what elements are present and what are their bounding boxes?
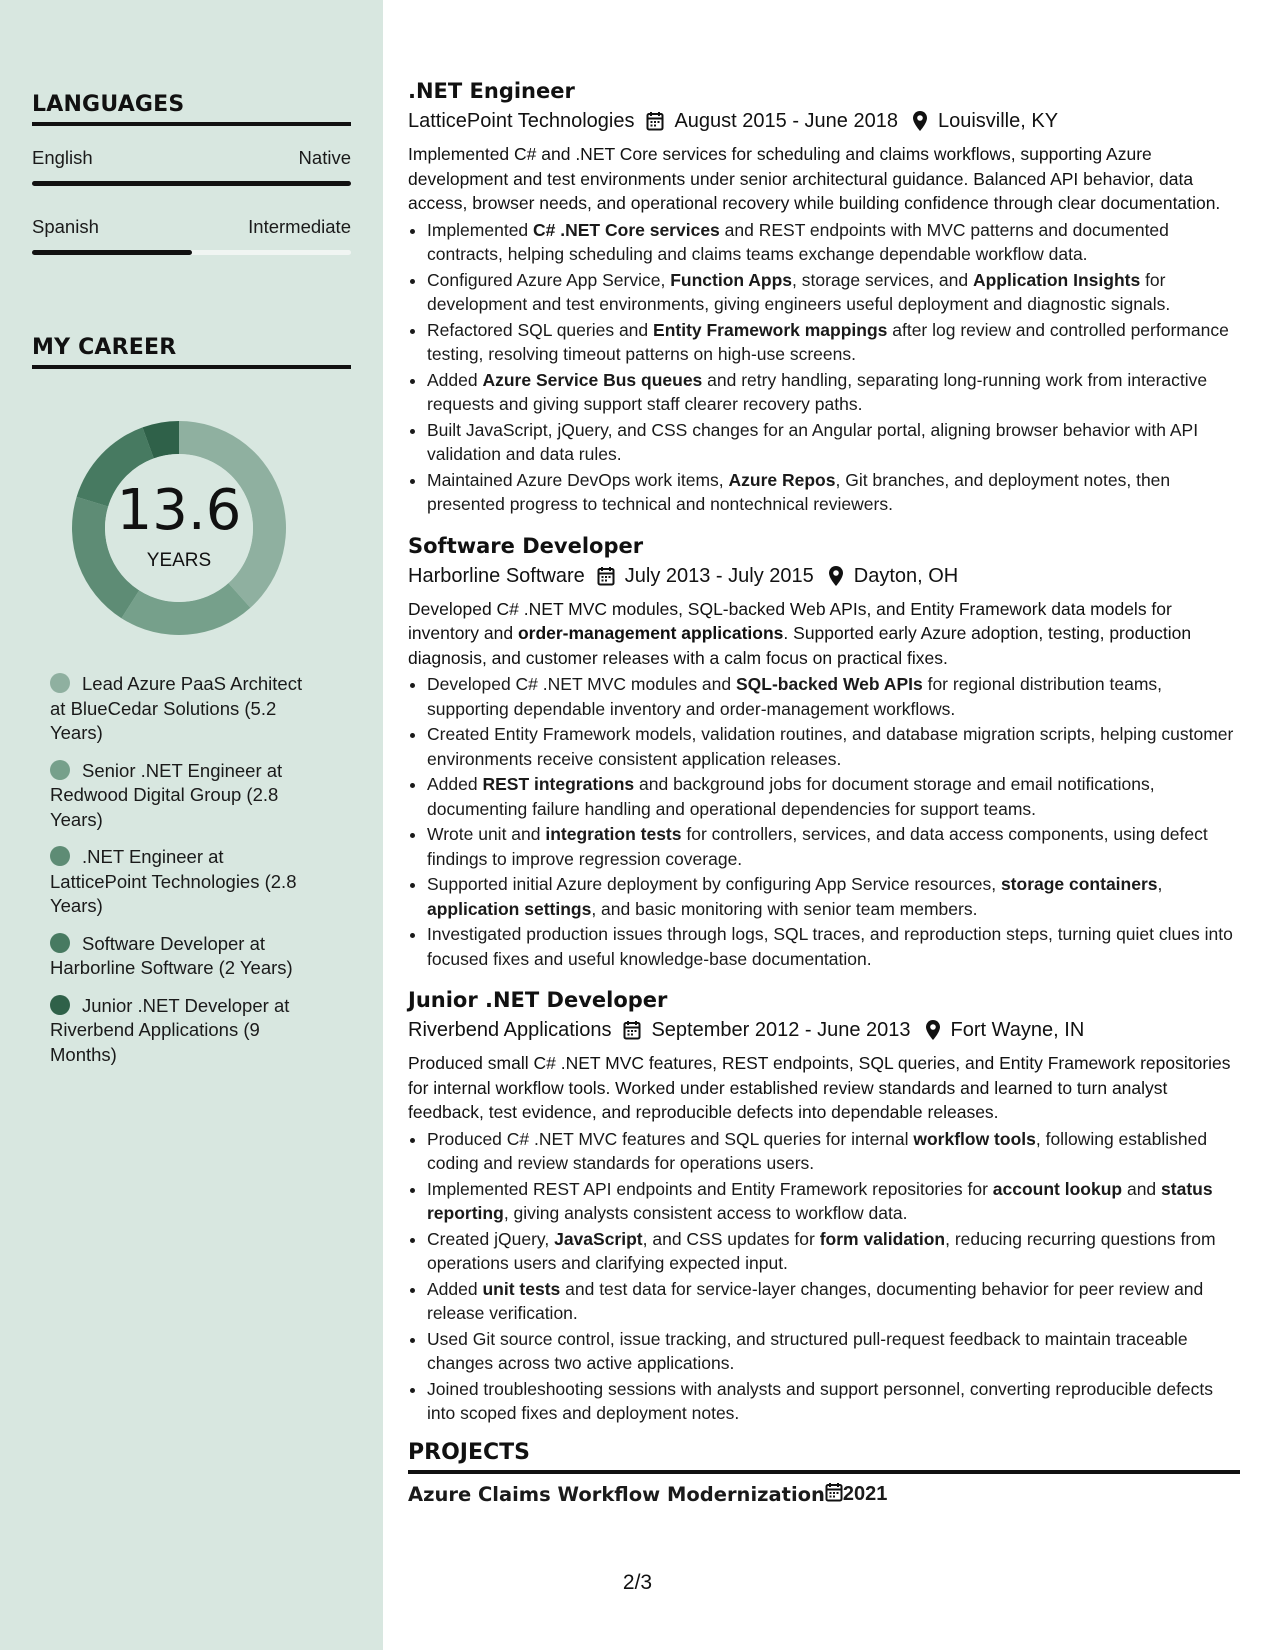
bullet-item [427,1177,1240,1226]
bold-text: account lookup [992,1178,1123,1199]
bullet-item [427,1327,1240,1376]
company-name: Harborline Software [408,564,585,587]
bold-text: order-management applications [517,623,784,643]
bold-text: application settings [427,898,592,919]
calendar-icon [646,111,664,131]
text-run: Implemented [427,219,534,240]
career-legend-item [50,672,320,746]
text-run: after log review and controlled performance testing, resolving timeout patterns on high-use screens. [427,319,1229,364]
calendar-icon [825,1482,843,1507]
job-location: Fort Wayne, IN [950,1019,1085,1041]
map-pin-icon [912,110,928,132]
text-run: , reducing recurring questions from operations users and clarifying expected input. [427,1228,1216,1273]
text-run: Developed C# .NET MVC modules, SQL-backed Web APIs, and Entity Framework data models for inventory and [408,598,1172,643]
job-location: Louisville, KY [937,110,1059,132]
legend-dot [50,933,70,953]
bullet-item [427,922,1240,971]
text-run: Refactored SQL queries and [427,319,654,340]
career-section [32,335,351,369]
language-row [32,216,351,238]
language-name: English [32,147,93,168]
bold-text: integration tests [545,824,682,844]
career-label: .NET Engineer at LatticePoint Technologies (2.8 Years) [50,846,297,916]
text-run: Configured Azure App Service, [427,269,671,290]
job-dates: September 2012 - June 2013 [651,1019,911,1041]
sidebar [0,0,383,1650]
text-run: , giving analysts consistent access to workflow data. [503,1203,908,1223]
text-run: Added [427,774,483,794]
bullet-item [427,1227,1240,1276]
text-run: and [1122,1178,1162,1199]
career-legend-item [50,994,320,1068]
language-level: Intermediate [248,216,351,237]
bullet-item [427,722,1240,771]
page-number: 2/3 [622,1571,653,1594]
text-run: Implemented REST API endpoints and Entity Framework repositories for [427,1178,993,1199]
bold-text: Application Insights [972,269,1141,290]
job-meta [408,561,1240,591]
project-name: Azure Claims Workflow Modernization [408,1482,825,1506]
text-run: Wrote unit and [427,824,546,844]
career-legend [50,672,320,1080]
bullet-item [427,468,1240,517]
career-label: Junior .NET Developer at Riverbend Applications (9 Months) [50,994,290,1065]
language-bar-fill [32,181,351,186]
bold-text: status reporting [427,1178,1213,1223]
bold-text: Azure Service Bus queues [482,369,703,390]
bold-text: REST integrations [482,774,635,794]
languages-heading: LANGUAGES [32,92,351,126]
job-dates: August 2015 - June 2018 [674,110,898,132]
bullet-item [427,368,1240,417]
text-run: Built JavaScript, jQuery, and CSS changes for an Angular portal, aligning browser behavior with API validation and data rules. [427,419,1199,464]
text-run: Investigated production issues through logs, SQL traces, and reproduction steps, turning quiet clues into focused fixes and useful knowledge-base documentation. [427,924,1233,969]
bold-text: JavaScript [554,1228,643,1249]
company-name: Riverbend Applications [408,1019,612,1041]
job-entry [408,531,1240,972]
legend-dot [50,846,70,866]
career-legend-item [50,932,320,981]
text-run: for regional distribution teams, supporting dependable inventory and order-management workflows. [427,674,1163,719]
project-year: 2021 [842,1482,888,1505]
job-bullets [408,218,1240,517]
job-summary: Implemented C# and .NET Core services for scheduling and claims workflows, supporting Azure development and test environments under senior architectural guidance. Balanced API behavior, data access, browser needs, and operational recovery while building confidence through clear documentation. [408,144,1221,213]
language-bar-fill [32,250,192,255]
experience-section [408,76,1240,1507]
legend-dot [50,673,70,693]
text-run: , and basic monitoring with senior team members. [591,898,978,919]
text-run: for development and test environments, giving engineers useful deployment and diagnostic signals. [427,269,1171,314]
job-entry [408,985,1240,1426]
language-bar [32,250,351,255]
bold-text: Azure Repos [728,469,836,490]
text-run: , storage services, and [792,269,973,290]
text-run: , and CSS updates for [642,1228,820,1249]
text-run: and background jobs for document storage and email notifications, documenting failure handling and operational dependencies for support teams. [427,774,1155,819]
bullet-item [427,218,1240,267]
text-run: Maintained Azure DevOps work items, [427,469,729,490]
bullet-item [427,1277,1240,1326]
bold-text: form validation [819,1228,946,1249]
text-run: Created jQuery, [427,1228,555,1249]
language-row [32,147,351,169]
bullet-item [427,318,1240,367]
job-entry [408,76,1240,517]
career-donut [64,413,294,643]
text-run: for controllers, services, and data access components, using defect findings to improve regression coverage. [427,824,1208,869]
bullet-item [427,418,1240,467]
map-pin-icon [828,565,844,587]
text-run: and retry handling, separating long-running work from interactive requests and giving support staff clearer recovery paths. [427,369,1208,414]
text-run: Produced C# .NET MVC features and SQL queries for internal [427,1128,914,1149]
bullet-item [427,1377,1240,1426]
text-run: Joined troubleshooting sessions with analysts and support personnel, converting reproducible defects into scoped fixes and deployment notes. [427,1378,1214,1423]
bold-text: SQL-backed Web APIs [736,674,923,694]
text-run: Supported initial Azure deployment by configuring App Service resources, [427,874,1001,894]
legend-dot [50,995,70,1015]
career-total: 13.6 [116,478,242,543]
job-bullets [408,1127,1240,1426]
text-run: , [1157,874,1163,894]
text-run: and test data for service-layer changes, documenting behavior for peer review and release verification. [427,1278,1204,1323]
career-legend-item [50,845,320,919]
text-run: Created Entity Framework models, validation routines, and database migration scripts, helping customer environments receive consistent application releases. [427,724,1234,769]
job-bullets [408,672,1240,971]
text-run: and REST endpoints with MVC patterns and documented contracts, helping scheduling and claims teams exchange dependable workflow data. [427,219,1169,264]
job-meta [408,1015,1240,1045]
text-run: , following established coding and review standards for operations users. [427,1128,1208,1173]
bold-text: Function Apps [670,269,793,290]
career-label: Software Developer at Harborline Software (2 Years) [50,932,293,978]
project-entry [408,1482,1240,1507]
languages-section [32,92,351,255]
legend-dot [50,760,70,780]
bullet-item [427,672,1240,721]
text-run: Added [427,369,483,390]
bullet-item [427,872,1240,921]
text-run: . Supported early Azure adoption, testing, production diagnosis, and customer releases with a calm focus on practical fixes. [408,623,1192,668]
language-level: Native [298,147,351,168]
career-legend-item [50,759,320,833]
language-bar [32,181,351,186]
language-list [32,147,351,255]
bold-text: storage containers [1000,874,1158,894]
career-heading: MY CAREER [32,335,351,369]
map-pin-icon [925,1019,941,1041]
bold-text: unit tests [482,1278,561,1299]
bullet-item [427,822,1240,871]
job-location: Dayton, OH [853,564,959,587]
language-name: Spanish [32,216,99,237]
job-summary [408,597,1240,671]
text-run: Added [427,1278,483,1299]
bullet-item [427,772,1240,821]
bullet-item [427,268,1240,317]
bullet-item [427,1127,1240,1176]
calendar-icon [597,566,615,586]
calendar-icon [623,1020,641,1040]
job-summary: Produced small C# .NET MVC features, REST endpoints, SQL queries, and Entity Framework repositories for internal workflow tools. Worked under established review standards and learned to turn analyst feedback, test evidence, and reproducible defects into dependable releases. [408,1053,1231,1122]
job-title: .NET Engineer [408,79,575,103]
company-name: LatticePoint Technologies [408,110,635,132]
bold-text: C# .NET Core services [533,219,720,240]
text-run: , Git branches, and deployment notes, then presented progress to technical and nontechnical reviewers. [427,469,1171,514]
bold-text: Entity Framework mappings [653,319,888,340]
text-run: Used Git source control, issue tracking, and structured pull-request feedback to maintain traceable changes across two active applications. [427,1328,1188,1373]
career-total-unit: YEARS [146,550,212,571]
bold-text: workflow tools [913,1128,1036,1149]
career-label: Lead Azure PaaS Architect at BlueCedar Solutions (5.2 Years) [50,673,303,743]
job-meta [408,106,1240,136]
job-dates: July 2013 - July 2015 [624,564,814,587]
job-title: Junior .NET Developer [408,988,668,1012]
projects-heading: PROJECTS [408,1440,1240,1474]
career-label: Senior .NET Engineer at Redwood Digital Group (2.8 Years) [50,759,283,830]
job-title: Software Developer [408,533,644,558]
text-run: Developed C# .NET MVC modules and [427,674,736,694]
